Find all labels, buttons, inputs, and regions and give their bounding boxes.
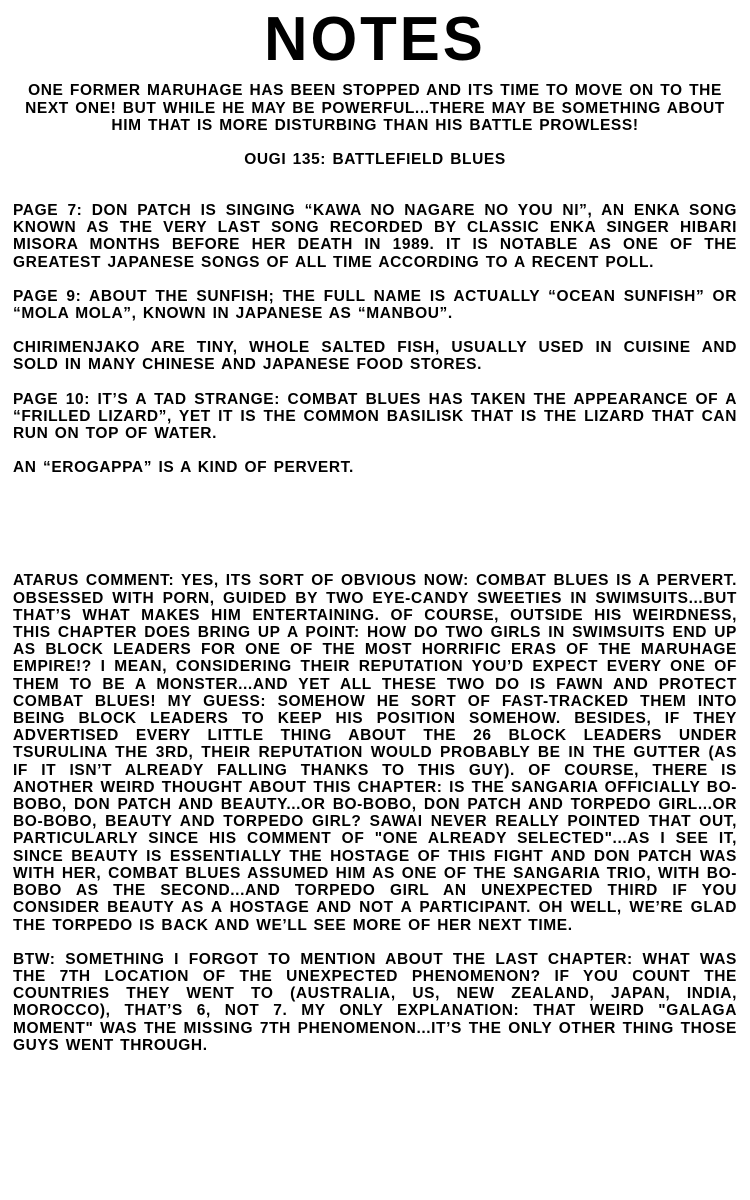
note-paragraph-page7: PAGE 7: DON PATCH IS SINGING “KAWA NO NAGARE NO YOU NI”, AN ENKA SONG KNOWN AS THE VERY LAST SONG RECORDED BY CLASSIC ENKA SINGER HIBARI MISORA MONTHS BEFORE HER DEATH IN 1989. IT IS NOTABLE AS ONE OF THE GREATEST JAPANESE SONGS OF ALL TIME ACCORDING TO A RECENT POLL. — [13, 202, 737, 271]
note-paragraph-chirimenjako: CHIRIMENJAKO ARE TINY, WHOLE SALTED FISH, USUALLY USED IN CUISINE AND SOLD IN MANY CHINESE AND JAPANESE FOOD STORES. — [13, 339, 737, 374]
page-title: NOTES — [264, 3, 486, 74]
note-paragraph-page9: PAGE 9: ABOUT THE SUNFISH; THE FULL NAME IS ACTUALLY “OCEAN SUNFISH” OR “MOLA MOLA”, KNOWN IN JAPANESE AS “MANBOU”. — [13, 287, 737, 323]
note-paragraph-page10: PAGE 10: IT’S A TAD STRANGE: COMBAT BLUES HAS TAKEN THE APPEARANCE OF A “FRILLED LIZARD”, YET IT IS THE COMMON BASILISK THAT IS THE LIZARD THAT CAN RUN ON TOP OF WATER. — [13, 390, 737, 443]
translator-comment: ATARUS COMMENT: YES, ITS SORT OF OBVIOUS NOW: COMBAT BLUES IS A PERVERT. OBSESSED WITH PORN, GUIDED BY TWO EYE-CANDY SWEETIES IN SWIMSUITS...BUT THAT’S WHAT MAKES HIM ENTERTAINING. OF COURSE, OUTSIDE HIS WEIRDNESS, THIS CHAPTER DOES BRING UP A POINT: HOW DO TWO GIRLS IN SWIMSUITS END UP AS BLOCK LEADERS FOR ONE OF THE MOST HORRIFIC ERAS OF THE MARUHAGE EMPIRE!? I MEAN, CONSIDERING THEIR REPUTATION YOU’D EXPECT EVERY ONE OF THEM TO BE A MONSTER...AND YET ALL THESE TWO DO IS FAWN AND PROTECT COMBAT BLUES! MY GUESS: SOMEHOW HE SORT OF FAST-TRACKED THEM INTO BEING BLOCK LEADERS TO KEEP HIS POSITION SOMEHOW. BESIDES, IF THEY ADVERTISED EVERY LITTLE THING ABOUT THE 26 BLOCK LEADERS UNDER TSURULINA THE 3RD, THEIR REPUTATION WOULD PROBABLY BE IN THE GUTTER (AS IF IT ISN’T ALREADY FALLING THANKS TO THIS GUY). OF COURSE, THERE IS ANOTHER WEIRD THOUGHT ABOUT THIS CHAPTER: IS THE SANGARIA OFFICIALLY BO-BOBO, DON PATCH AND BEAUTY...OR BO-BOBO, DON PATCH AND TORPEDO GIRL...OR BO-BOBO, BEAUTY AND TORPEDO GIRL? SAWAI NEVER REALLY POINTED THAT OUT, PARTICULARLY SINCE HIS COMMENT OF "ONE ALREADY SELECTED"...AS I SEE IT, SINCE BEAUTY IS ESSENTIALLY THE HOSTAGE OF THIS FIGHT AND DON PATCH WAS WITH HER, COMBAT BLUES ASSUMED HIM AS ONE OF THE SANGARIA TRIO, WITH BO-BOBO AS THE SECOND...AND TORPEDO GIRL AN UNEXPECTED THIRD IF YOU CONSIDER BEAUTY AS A HOSTAGE AND NOT A PARTICIPANT. OH WELL, WE’RE GLAD THE TORPEDO IS BACK AND WE’LL SEE MORE OF HER NEXT TIME. — [13, 572, 737, 934]
intro-text: ONE FORMER MARUHAGE HAS BEEN STOPPED AND ITS TIME TO MOVE ON TO THE NEXT ONE! BUT WHILE HE MAY BE POWERFUL...THERE MAY BE SOMETHING ABOUT HIM THAT IS MORE DISTURBING THAN HIS BATTLE PROWLESS! — [25, 82, 725, 134]
btw-note: BTW: SOMETHING I FORGOT TO MENTION ABOUT THE LAST CHAPTER: WHAT WAS THE 7TH LOCATION OF THE UNEXPECTED PHENOMENON? IF YOU COUNT THE COUNTRIES THEY WENT TO (AUSTRALIA, US, NEW ZEALAND, JAPAN, INDIA, MOROCCO), THAT’S 6, NOT 7. MY ONLY EXPLANATION: THAT WEIRD "GALAGA MOMENT" WAS THE MISSING 7TH PHENOMENON...IT’S THE ONLY OTHER THING THOSE GUYS WENT THROUGH. — [13, 950, 737, 1054]
note-paragraph-erogappa: AN “EROGAPPA” IS A KIND OF PERVERT. — [13, 459, 354, 477]
chapter-heading: OUGI 135: BATTLEFIELD BLUES — [244, 150, 506, 168]
